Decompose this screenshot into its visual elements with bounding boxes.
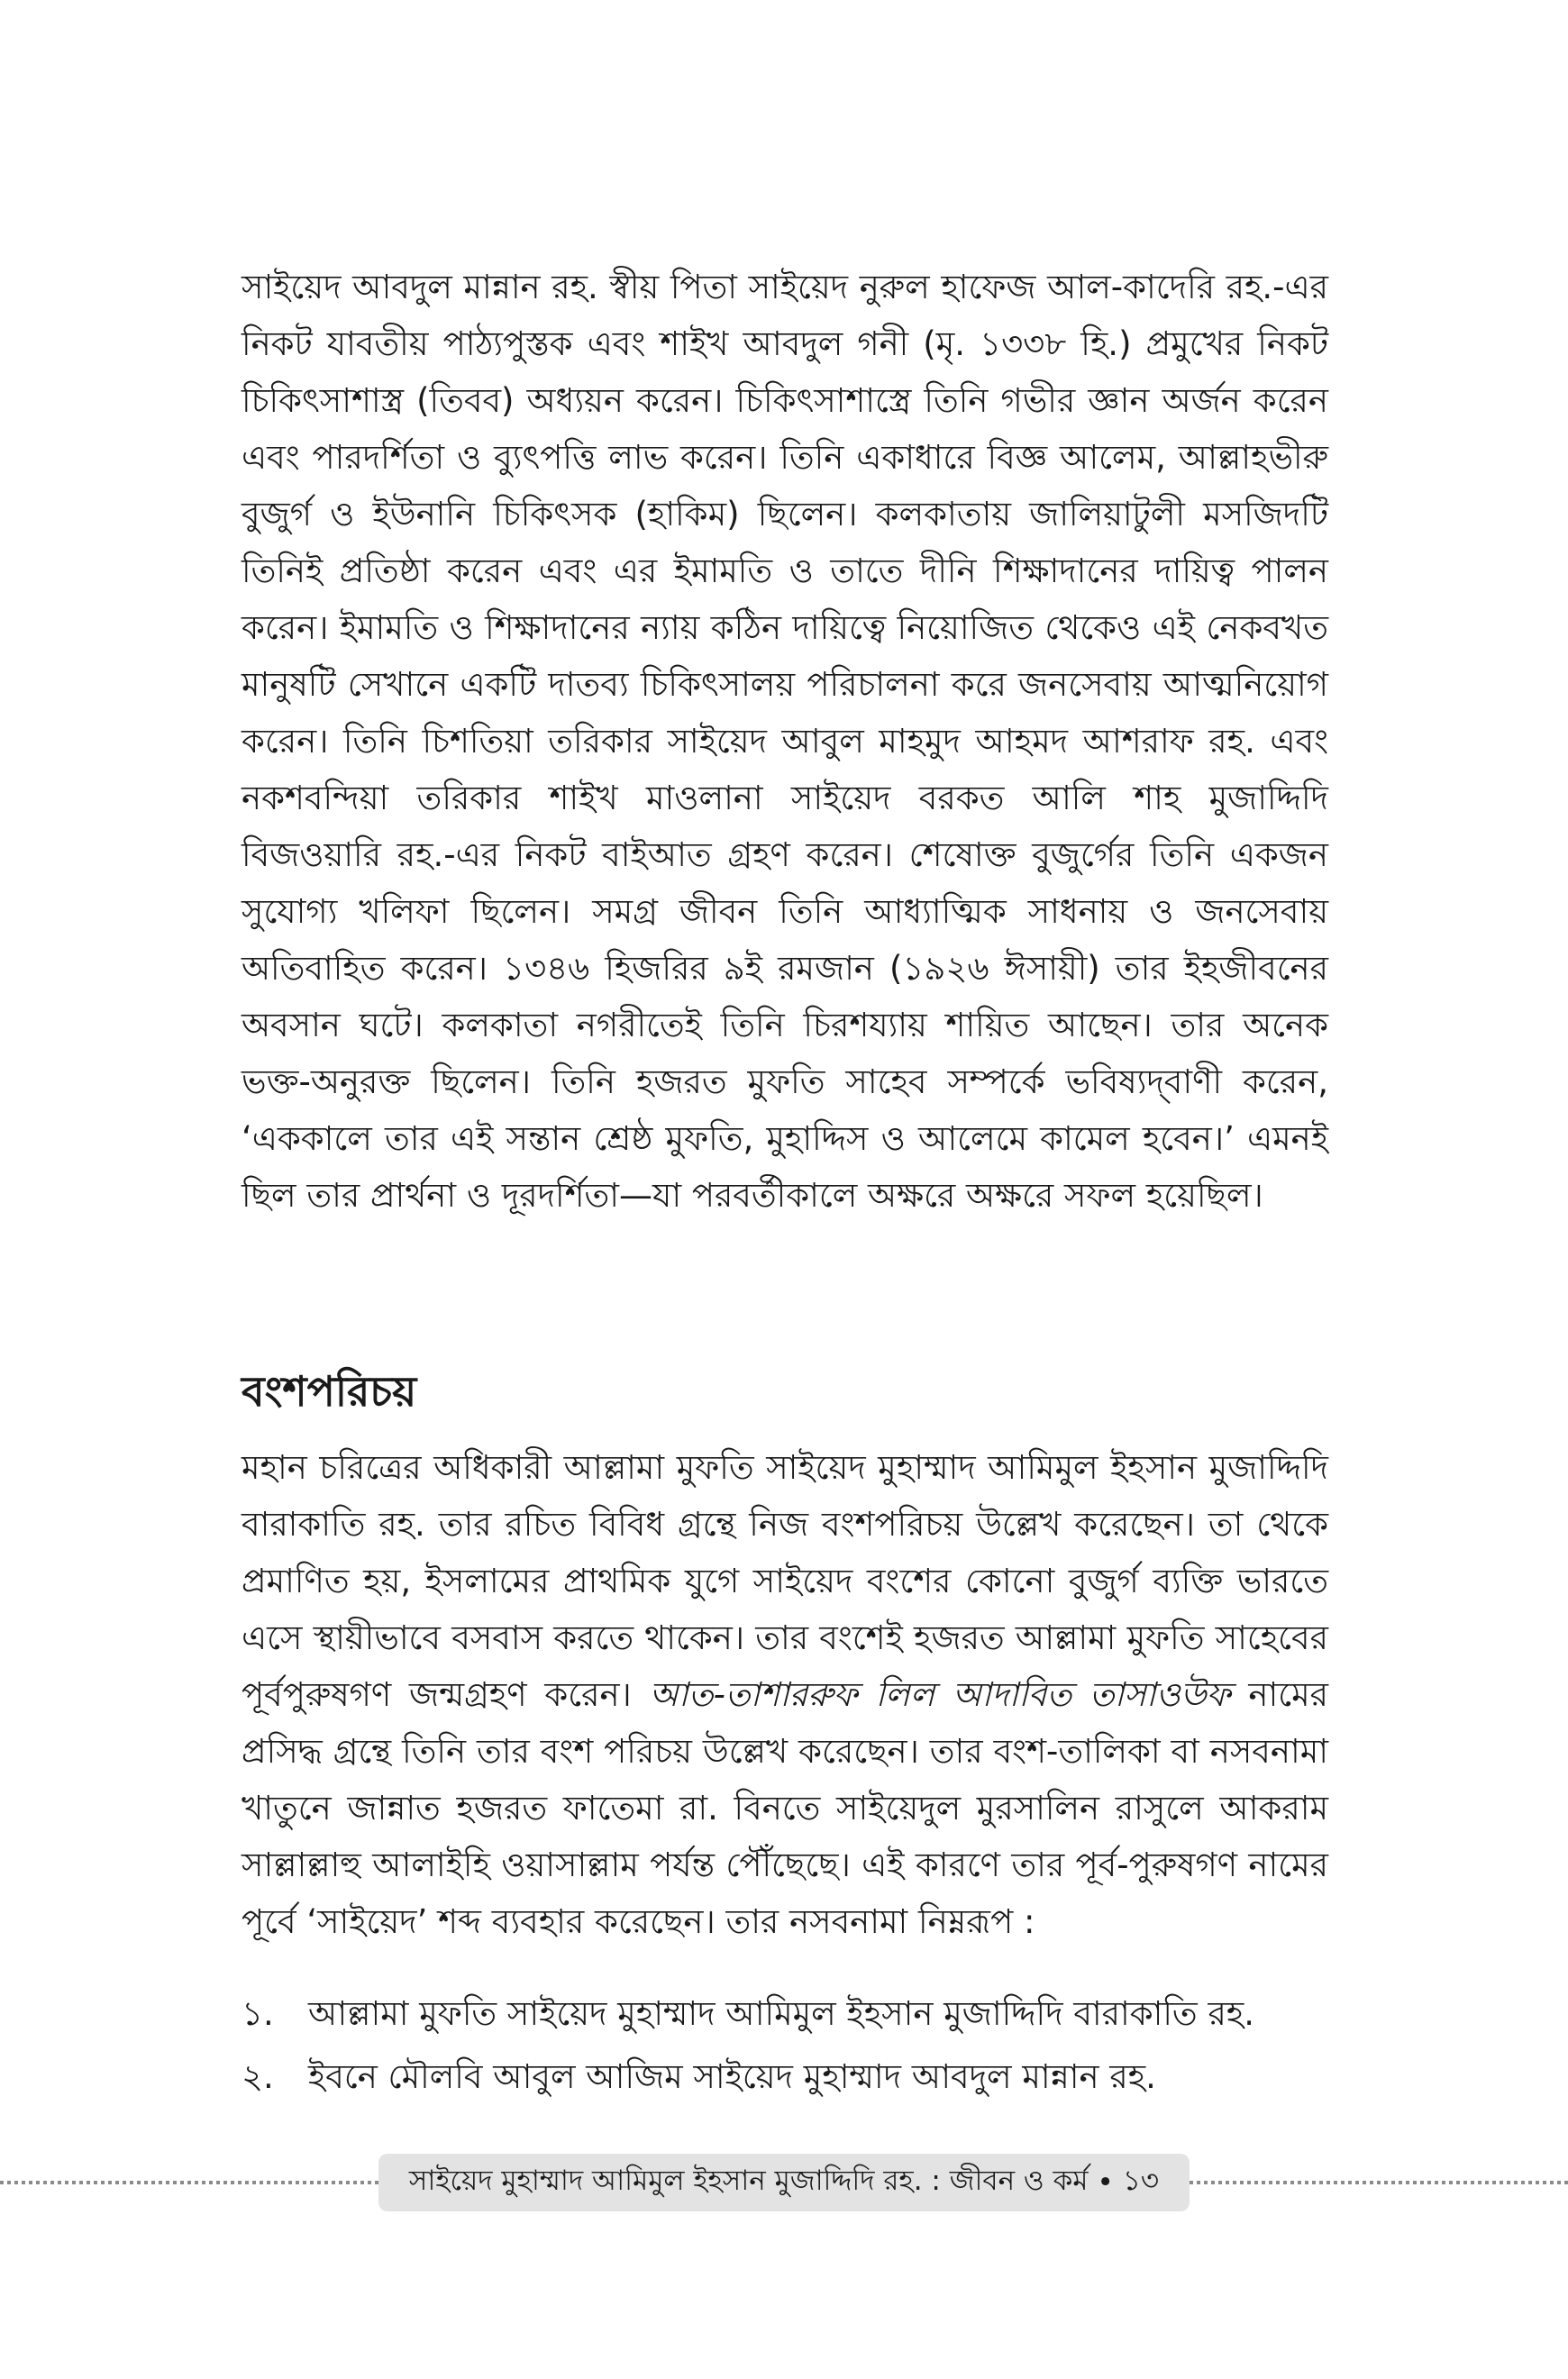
list-item [242,2046,1328,2109]
book-title-italic: আত-তাশাররুফ লিল আদাবিত তাসাওউফ [649,1675,1231,1714]
footer-decorative-rule [0,2181,378,2184]
list-item-text: আল্লামা মুফতি সাইয়েদ মুহাম্মাদ আমিমুল ইহসান মুজাদ্দিদি বারাকাতি রহ. [308,1994,1255,2033]
list-item-number: ২. [242,2057,274,2096]
footer-decorative-rule [1190,2181,1568,2184]
paragraph-text: সাইয়েদ আবদুল মান্নান রহ. স্বীয় পিতা সাইয়েদ নুরুল হাফেজ আল-কাদেরি রহ.-এর নিকট যাবতীয় পাঠ্যপুস্তক এবং শাইখ আবদুল গনী (মৃ. ১৩৩৮ হি.) প্রমুখের নিকট চিকিৎসাশাস্ত্র (তিবব) অধ্যয়ন করেন। চিকিৎসাশাস্ত্রে তিনি গভীর জ্ঞান অর্জন করেন এবং পারদর্শিতা ও ব্যুৎপত্তি লাভ করেন। তিনি একাধারে বিজ্ঞ আলেম, আল্লাহভীরু বুজুর্গ ও ইউনানি চিকিৎসক (হাকিম) ছিলেন। কলকাতায় জালিয়াটুলী মসজিদটি তিনিই প্রতিষ্ঠা করেন এবং এর ইমামতি ও তাতে দীনি শিক্ষাদানের দায়িত্ব পালন করেন। ইমামতি ও শিক্ষাদানের ন্যায় কঠিন দায়িত্বে নিয়োজিত থেকেও এই নেকবখত মানুষটি সেখানে একটি দাতব্য চিকিৎসালয় পরিচালনা করে জনসেবায় আত্মনিয়োগ করেন। তিনি চিশতিয়া তরিকার সাইয়েদ আবুল মাহমুদ আহমদ আশরাফ রহ. এবং নকশবন্দিয়া তরিকার শাইখ মাওলানা সাইয়েদ বরকত আলি শাহ মুজাদ্দিদি বিজওয়ারি রহ.-এর নিকট বাইআত গ্রহণ করেন। শেষোক্ত বুজুর্গের তিনি একজন সুযোগ্য খলিফা ছিলেন। সমগ্র জীবন তিনি আধ্যাত্মিক সাধনায় ও জনসেবায় অতিবাহিত করেন। ১৩৪৬ হিজরির ৯ই রমজান (১৯২৬ ঈসায়ী) তার ইহজীবনের অবসান ঘটে। কলকাতা নগরীতেই তিনি চিরশয্যায় শায়িত আছেন। তার অনেক ভক্ত-অনুরক্ত ছিলেন। তিনি হজরত মুফতি সাহেব সম্পর্কে ভবিষ্যদ্‌বাণী করেন, ‘এককালে তার এই সন্তান শ্রেষ্ঠ মুফতি, মুহাদ্দিস ও আলেমে কামেল হবেন।’ এমনই ছিল তার প্রার্থনা ও দূরদর্শিতা—যা পরবর্তীকালে অক্ষরে অক্ষরে সফল হয়েছিল। [242,268,1328,1215]
page-number: ১৩ [1122,2165,1160,2197]
list-item-text: ইবনে মৌলবি আবুল আজিম সাইয়েদ মুহাম্মাদ আবদুল মান্নান রহ. [308,2057,1156,2096]
bullet-separator: • [1097,2166,1114,2199]
list-item-number: ১. [242,1994,274,2033]
paragraph-text-part: নামের প্রসিদ্ধ গ্রন্থে তিনি তার বংশ পরিচয় উল্লেখ করেছেন। তার বংশ-তালিকা বা নসবনামা খাতুনে জান্নাত হজরত ফাতেমা রা. বিনতে সাইয়েদুল মুরসালিন রাসুলে আকরাম সাল্লাল্লাহু আলাইহি ওয়াসাল্লাম পর্যন্ত পৌঁছেছে। এই কারণে তার পূর্ব-পুরুষগণ নামের পূর্বে ‘সাইয়েদ’ শব্দ ব্যবহার করেছেন। তার নসবনামা নিম্নরূপ : [242,1675,1329,1941]
list-item [242,1982,1328,2046]
lineage-list [242,1982,1328,2109]
page-footer [0,2154,1568,2211]
body-paragraph-1 [242,259,1328,1224]
body-paragraph-2 [242,1439,1328,1950]
running-title: সাইয়েদ মুহাম্মাদ আমিমুল ইহসান মুজাদ্দিদি রহ. : জীবন ও কর্ম [408,2165,1089,2197]
section-heading: বংশপরিচয় [242,1367,417,1416]
paragraph-text-part: মহান চরিত্রের অধিকারী আল্লামা মুফতি সাইয়েদ মুহাম্মাদ আমিমুল ইহসান মুজাদ্দিদি বারাকাতি রহ. তার রচিত বিবিধ গ্রন্থে নিজ বংশপরিচয় উল্লেখ করেছেন। তা থেকে প্রমাণিত হয়, ইসলামের প্রাথমিক যুগে সাইয়েদ বংশের কোনো বুজুর্গ ব্যক্তি ভারতে এসে স্থায়ীভাবে বসবাস করতে থাকেন। তার বংশেই হজরত আল্লামা মুফতি সাহেবের পূর্বপুরুষগণ জন্মগ্রহণ করেন। [242,1448,1328,1714]
running-footer [378,2154,1190,2211]
paragraph-text [242,1439,1328,1950]
